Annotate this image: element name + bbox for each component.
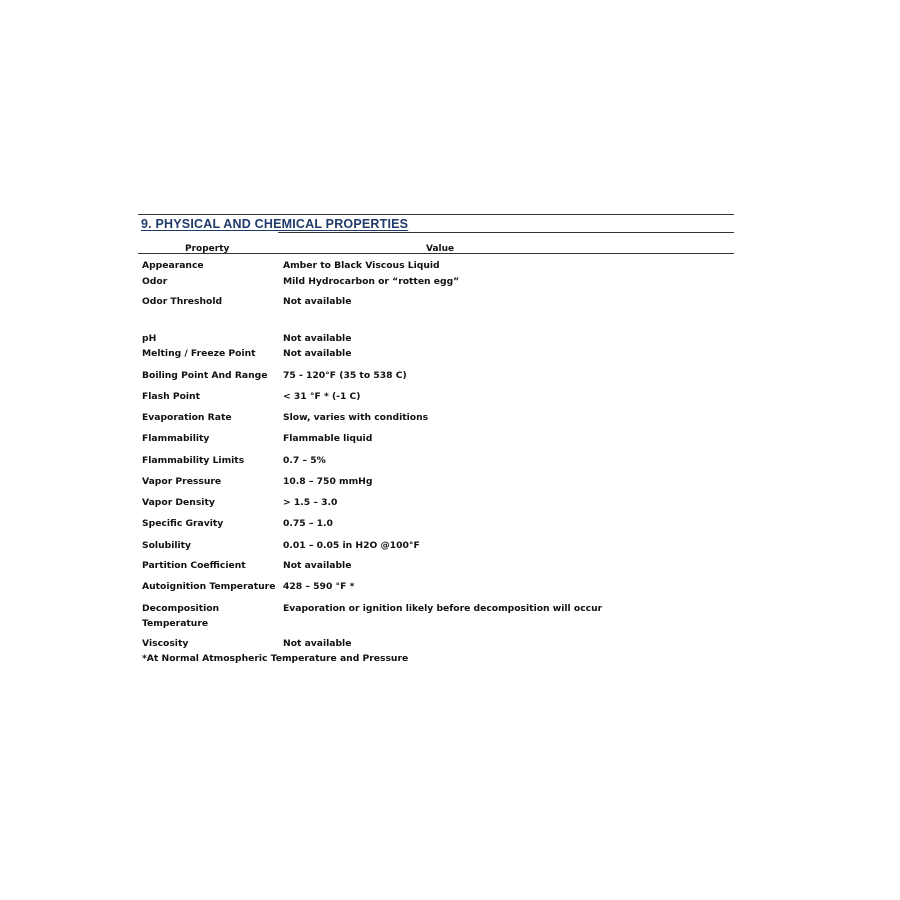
property-label: Viscosity — [142, 638, 189, 649]
property-value: 75 - 120°F (35 to 538 C) — [283, 370, 407, 381]
property-value: Not available — [283, 296, 352, 307]
property-value: Evaporation or ignition likely before decomposition will occur — [283, 603, 603, 614]
property-value: Not available — [283, 638, 352, 649]
property-value: Mild Hydrocarbon or “rotten egg” — [283, 276, 460, 287]
property-label: Vapor Pressure — [142, 476, 222, 487]
property-label: Specific Gravity — [142, 518, 224, 529]
property-value: Amber to Black Viscous Liquid — [283, 260, 440, 271]
property-value: 0.7 – 5% — [283, 455, 326, 466]
property-label: Vapor Density — [142, 497, 215, 508]
property-label: Flammability Limits — [142, 455, 245, 466]
property-value: Not available — [283, 560, 352, 571]
property-value: 0.75 – 1.0 — [283, 518, 333, 529]
property-value: Not available — [283, 348, 352, 359]
property-label: Melting / Freeze Point — [142, 348, 256, 359]
footnote: *At Normal Atmospheric Temperature and Pressure — [142, 653, 409, 664]
property-value: > 1.5 – 3.0 — [283, 497, 338, 508]
property-column-header: Property — [185, 244, 230, 254]
property-value: 10.8 – 750 mmHg — [283, 476, 373, 487]
title-rule — [278, 232, 734, 233]
property-label: Partition Coefficient — [142, 560, 246, 571]
property-label: Boiling Point And Range — [142, 370, 268, 381]
property-label: Flammability — [142, 433, 210, 444]
value-column-header: Value — [426, 244, 455, 254]
property-label: Decomposition Temperature — [142, 603, 220, 629]
property-value: Not available — [283, 333, 352, 344]
property-label: Odor — [142, 276, 168, 287]
property-label: Flash Point — [142, 391, 200, 402]
property-value: 428 – 590 °F * — [283, 581, 355, 592]
property-value: Flammable liquid — [283, 433, 373, 444]
property-value: Slow, varies with conditions — [283, 412, 429, 423]
property-label: Solubility — [142, 540, 192, 551]
property-label: pH — [142, 333, 157, 344]
property-value: 0.01 – 0.05 in H2O @100°F — [283, 540, 420, 551]
top-rule — [138, 214, 734, 215]
property-label: Evaporation Rate — [142, 412, 232, 423]
section-title: 9. PHYSICAL AND CHEMICAL PROPERTIES — [141, 217, 409, 231]
property-label: Appearance — [142, 260, 204, 271]
property-value: < 31 °F * (-1 C) — [283, 391, 361, 402]
header-rule — [138, 253, 734, 254]
property-label: Autoignition Temperature — [142, 581, 276, 592]
property-label: Odor Threshold — [142, 296, 223, 307]
